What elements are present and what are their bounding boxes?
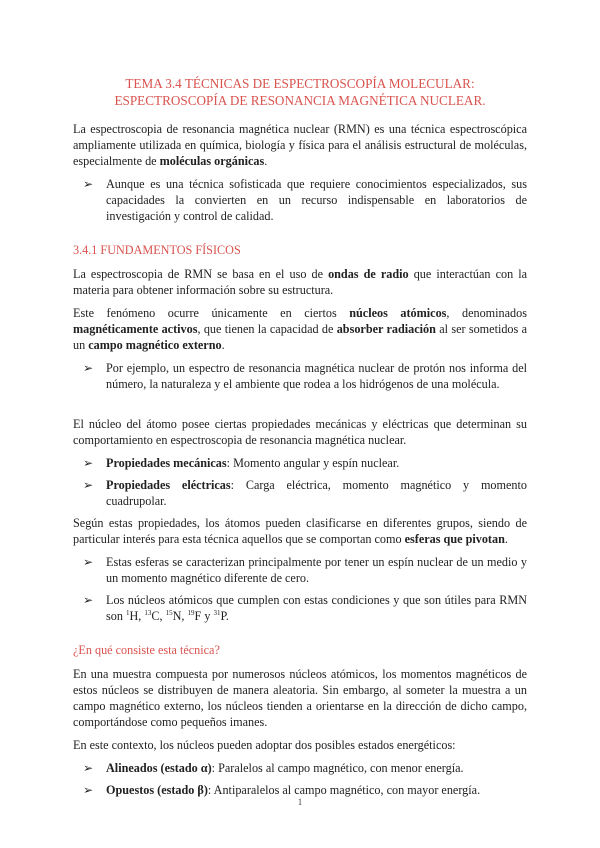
arrow-bullet-icon: ➢ — [83, 555, 94, 569]
paragraph: Este fenómeno ocurre únicamente en ciertos núcleos atómicos, denominados magnéticamente activos, que tienen la capacidad de absorber radiación al ser sometidos a un campo magnético externo. — [73, 306, 527, 352]
arrow-bullet-icon: ➢ — [83, 761, 94, 775]
bullet-item: ➢ Propiedades mecánicas: Momento angular y espín nuclear. — [73, 455, 527, 471]
document-page — [73, 76, 527, 804]
intro-paragraph: La espectroscopia de resonancia magnética nuclear (RMN) es una técnica espectroscópica ampliamente utilizada en química, biología y física para el análisis estructural de moléculas, especialmente de moléculas orgánicas. — [73, 122, 527, 168]
title-line-2: ESPECTROSCOPÍA DE RESONANCIA MAGNÉTICA NUCLEAR. — [114, 92, 486, 108]
arrow-bullet-icon: ➢ — [83, 783, 94, 797]
arrow-bullet-icon: ➢ — [83, 177, 94, 191]
paragraph: El núcleo del átomo posee ciertas propiedades mecánicas y eléctricas que determinan su comportamiento en espectroscopia de resonancia magnética nuclear. — [73, 417, 527, 447]
bullet-item: ➢ Estas esferas se caracterizan principalmente por tener un espín nuclear de un medio y un momento magnético diferente de cero. — [73, 554, 527, 586]
bullet-item: ➢ Propiedades eléctricas: Carga eléctrica, momento magnético y momento cuadrupolar. — [73, 477, 527, 509]
bullet-item: ➢ Alineados (estado α): Paralelos al campo magnético, con menor energía. — [73, 760, 527, 776]
page-number: 1 — [297, 797, 303, 807]
paragraph: En este contexto, los núcleos pueden adoptar dos posibles estados energéticos: — [73, 738, 456, 752]
document-title — [73, 76, 527, 109]
section-heading-fundamentos: 3.4.1 FUNDAMENTOS FÍSICOS — [73, 243, 241, 257]
arrow-bullet-icon: ➢ — [83, 593, 94, 607]
arrow-bullet-icon: ➢ — [83, 456, 94, 470]
bullet-item: ➢ Aunque es una técnica sofisticada que requiere conocimientos especializados, sus capacidades la convierten en un recurso indispensable en laboratorios de investigación y control de calidad. — [73, 176, 527, 224]
arrow-bullet-icon: ➢ — [83, 361, 94, 375]
title-line-1: TEMA 3.4 TÉCNICAS DE ESPECTROSCOPÍA MOLECULAR: — [125, 76, 475, 91]
bullet-item: ➢ Opuestos (estado β): Antiparalelos al campo magnético, con mayor energía. — [73, 782, 527, 798]
section-heading-en-que-consiste: ¿En qué consiste esta técnica? — [73, 643, 220, 657]
arrow-bullet-icon: ➢ — [83, 478, 94, 492]
bullet-item: ➢ Los núcleos atómicos que cumplen con estas condiciones y que son útiles para RMN son $^1$H, $^{13}$C, $^{15}$N, $^{19}$F y $^{31}$P. — [73, 592, 527, 624]
paragraph: En una muestra compuesta por numerosos núcleos atómicos, los momentos magnéticos de estos núcleos se distribuyen de manera aleatoria. Sin embargo, al someter la muestra a un campo magnético externo, los núcleos tienden a orientarse en la dirección de dicho campo, comportándose como pequeños imanes. — [73, 667, 527, 729]
paragraph: Según estas propiedades, los átomos pueden clasificarse en diferentes grupos, siendo de particular interés para esta técnica aquellos que se comportan como esferas que pivotan. — [73, 516, 527, 546]
paragraph: La espectroscopia de RMN se basa en el uso de ondas de radio que interactúan con la materia para obtener información sobre su estructura. — [73, 267, 528, 297]
bullet-item: ➢ Por ejemplo, un espectro de resonancia magnética nuclear de protón nos informa del número, la naturaleza y el ambiente que rodea a los hidrógenos de una molécula. — [73, 360, 527, 392]
